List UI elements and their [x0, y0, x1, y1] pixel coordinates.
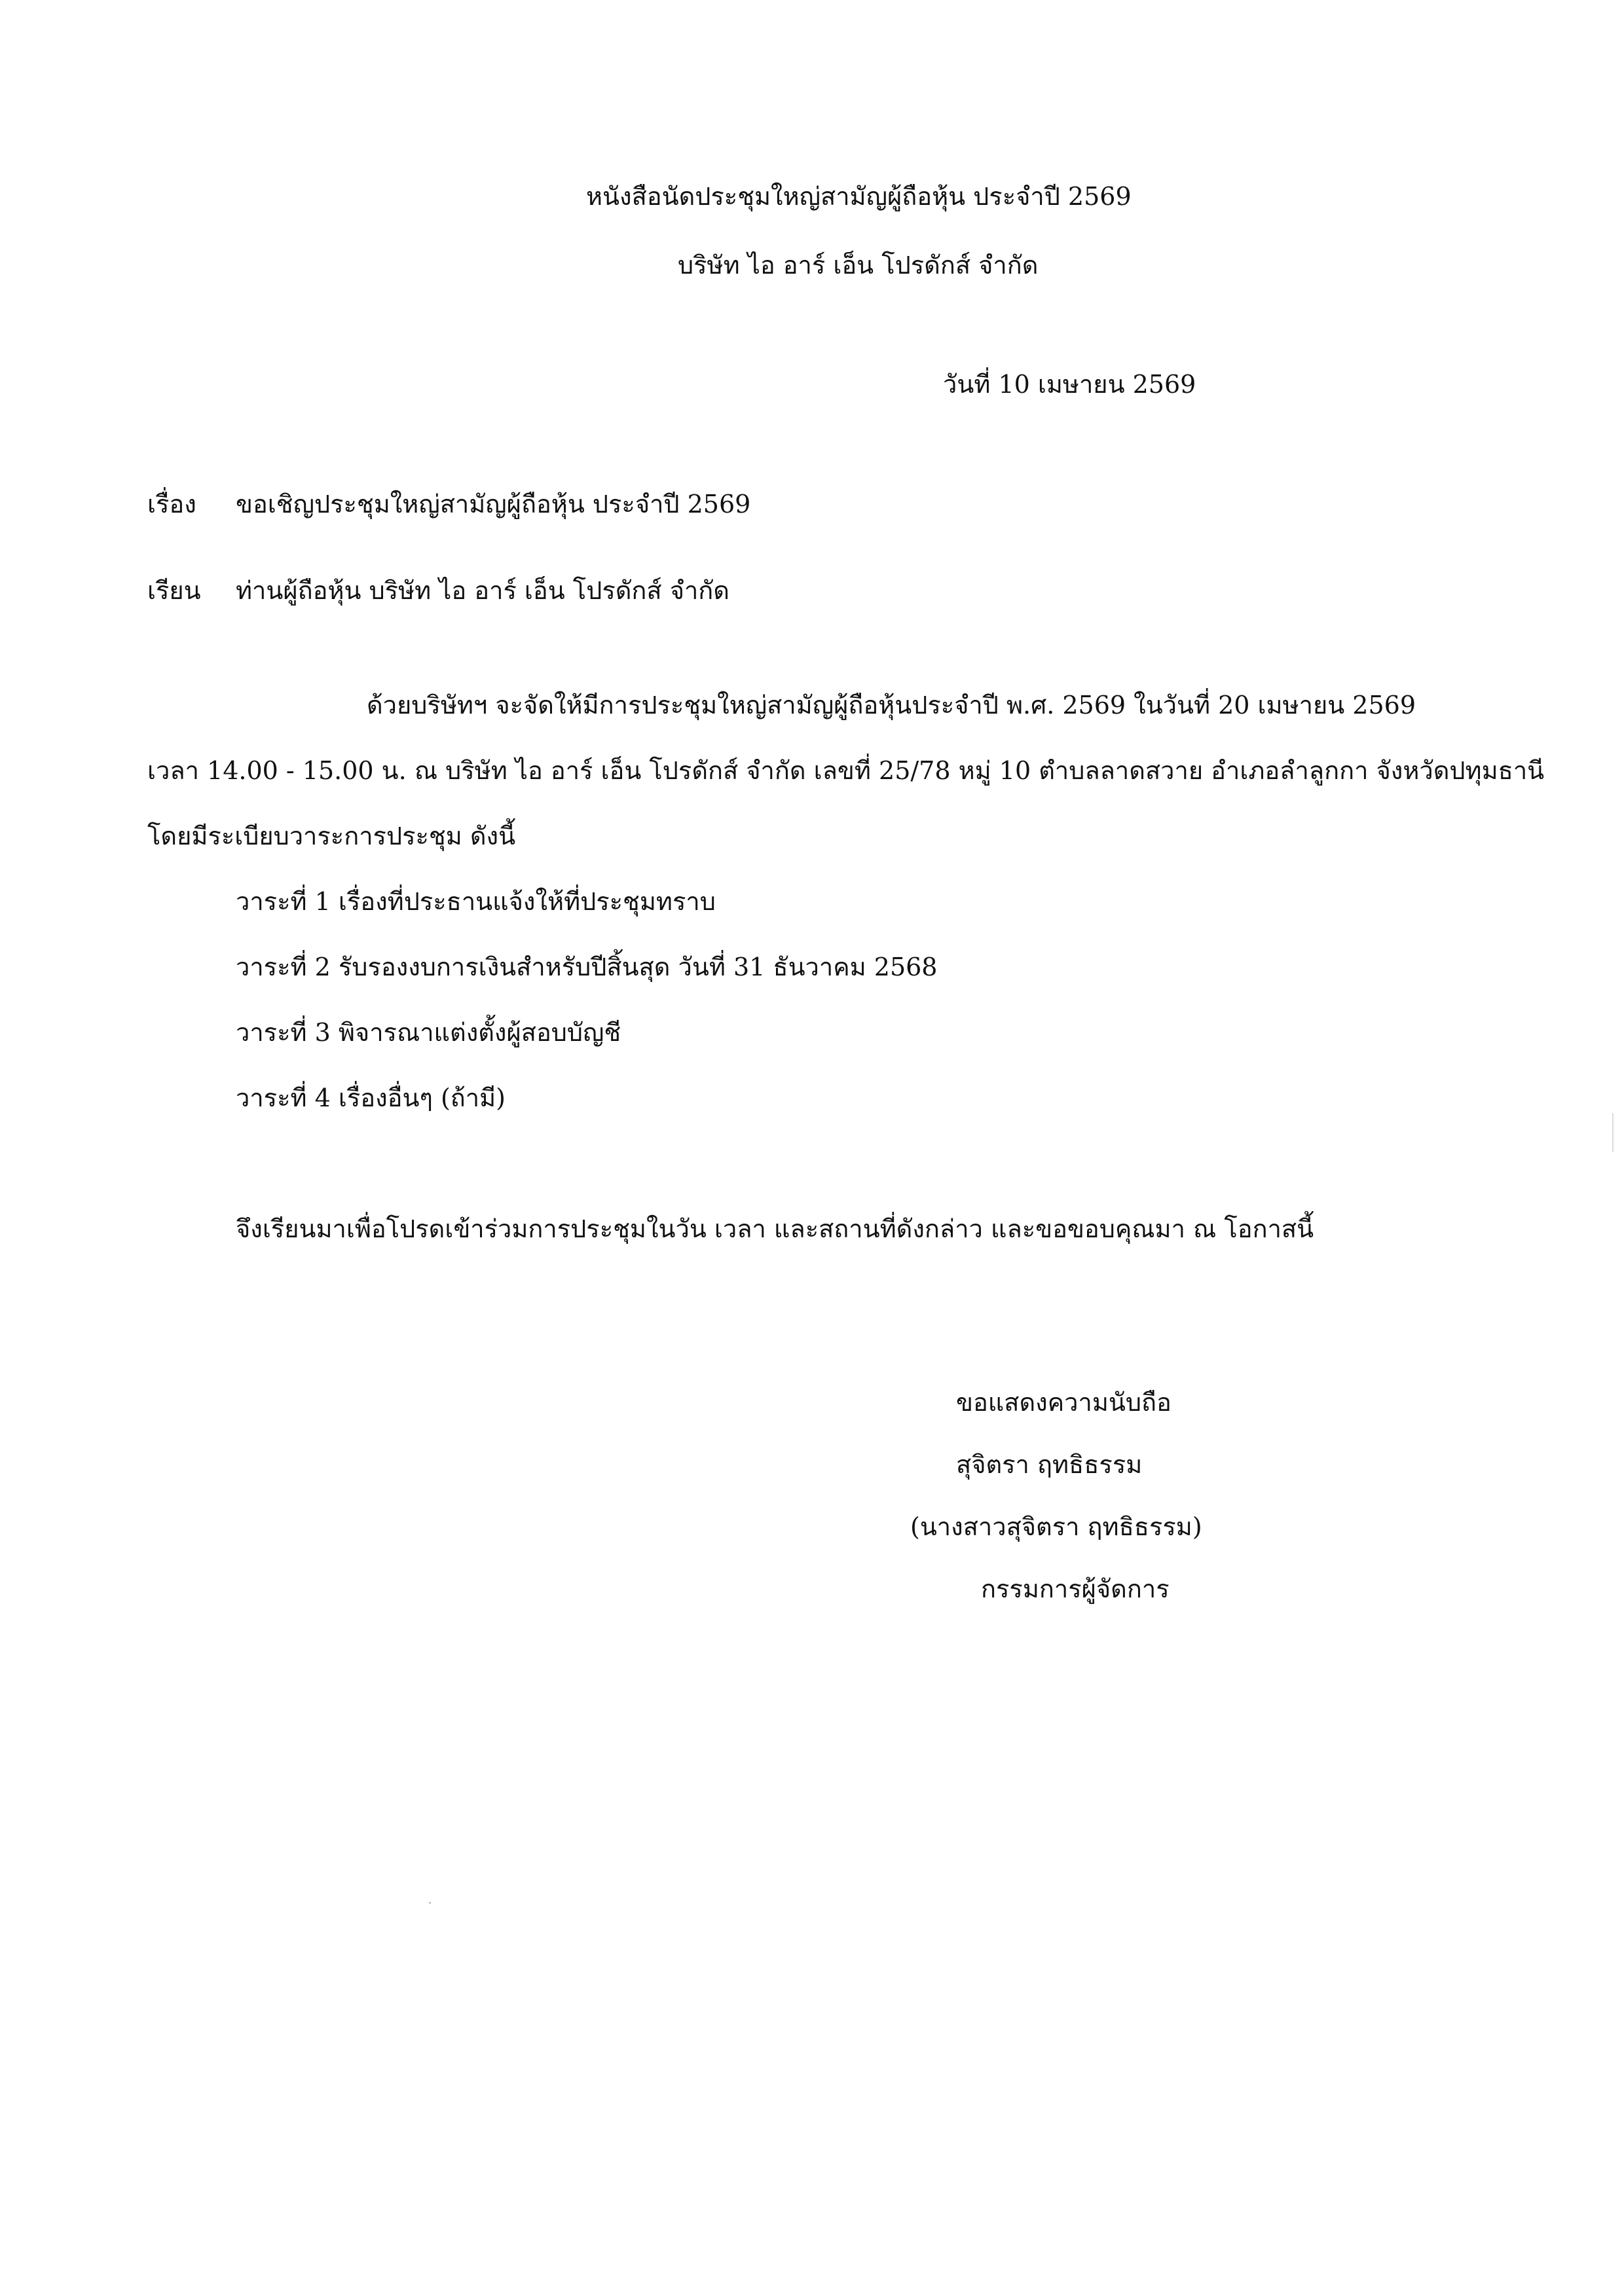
signature-position: กรรมการผู้จัดการ [981, 1575, 1170, 1603]
agenda-item-3: วาระที่ 3 พิจารณาแต่งตั้งผู้สอบบัญชี [236, 1018, 621, 1047]
body-paragraph-line: ด้วยบริษัทฯ จะจัดให้มีการประชุมใหญ่สามัญผู้ถือหุ้นประจำปี พ.ศ. 2569 ในวันที่ 20 เมษายน 2569 [367, 691, 1416, 720]
body-paragraph-line: โดยมีระเบียบวาระการประชุม ดังนี้ [147, 822, 516, 850]
recipient-label: เรียน [147, 576, 201, 605]
company-name: บริษัท ไอ อาร์ เอ็น โปรดักส์ จำกัด [678, 251, 1039, 280]
document-date: วันที่ 10 เมษายน 2569 [943, 370, 1196, 399]
agenda-item-1: วาระที่ 1 เรื่องที่ประธานแจ้งให้ที่ประชุมทราบ [236, 887, 716, 916]
agenda-item-4: วาระที่ 4 เรื่องอื่นๆ (ถ้ามี) [236, 1084, 506, 1112]
signature-name: สุจิตรา ฤทธิธรรม [956, 1450, 1143, 1479]
scan-speck [429, 1902, 431, 1904]
scan-edge-mark [1612, 1113, 1614, 1152]
document-title: หนังสือนัดประชุมใหญ่สามัญผู้ถือหุ้น ประจำปี 2569 [586, 182, 1132, 211]
signature-full-name: (นางสาวสุจิตรา ฤทธิธรรม) [910, 1512, 1202, 1541]
subject-label: เรื่อง [147, 490, 196, 519]
agenda-item-2: วาระที่ 2 รับรองงบการเงินสำหรับปีสิ้นสุด วันที่ 31 ธันวาคม 2568 [236, 953, 938, 981]
signature-closing: ขอแสดงความนับถือ [956, 1388, 1172, 1417]
subject-text: ขอเชิญประชุมใหญ่สามัญผู้ถือหุ้น ประจำปี 2569 [236, 490, 751, 519]
closing-paragraph: จึงเรียนมาเพื่อโปรดเข้าร่วมการประชุมในวัน เวลา และสถานที่ดังกล่าว และขอขอบคุณมา ณ โอกาสนี้ [236, 1214, 1314, 1243]
body-paragraph-line: เวลา 14.00 - 15.00 น. ณ บริษัท ไอ อาร์ เอ็น โปรดักส์ จำกัด เลขที่ 25/78 หมู่ 10 ตำบลลาดสวาย อำเภอลำลูกกา จังหวัดปทุมธานี [147, 756, 1545, 785]
recipient-text: ท่านผู้ถือหุ้น บริษัท ไอ อาร์ เอ็น โปรดักส์ จำกัด [236, 576, 729, 605]
